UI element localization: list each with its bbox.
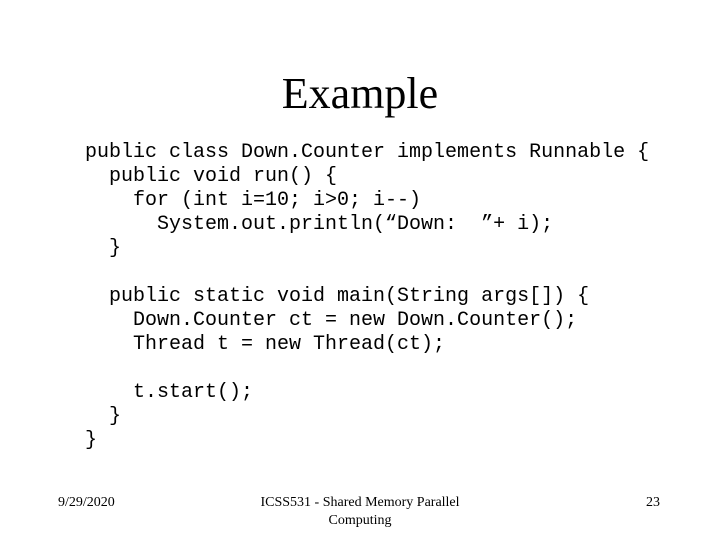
slide-title: Example bbox=[281, 69, 439, 118]
footer-course-line1: ICSS531 - Shared Memory Parallel bbox=[260, 495, 460, 510]
code-line: Thread t = new Thread(ct); bbox=[85, 333, 446, 356]
code-line: } bbox=[85, 237, 122, 260]
code-block bbox=[85, 141, 649, 453]
footer-date: 9/29/2020 bbox=[58, 495, 115, 510]
code-line bbox=[85, 357, 649, 381]
code-line: public static void main(String args[]) { bbox=[85, 285, 590, 308]
footer-course-title bbox=[250, 494, 470, 530]
code-line: t.start(); bbox=[85, 381, 254, 404]
code-line: public class Down.Counter implements Runnable { bbox=[85, 141, 650, 164]
code-line: public void run() { bbox=[85, 165, 338, 188]
code-line: } bbox=[85, 405, 122, 428]
code-line bbox=[85, 261, 649, 285]
code-line: Down.Counter ct = new Down.Counter(); bbox=[85, 309, 578, 332]
code-line: for (int i=10; i>0; i--) bbox=[85, 189, 422, 212]
footer-page-number: 23 bbox=[646, 495, 660, 510]
code-line: System.out.println(“Down: ”+ i); bbox=[85, 213, 554, 236]
code-line: } bbox=[85, 429, 98, 452]
footer-course-line2: Computing bbox=[328, 513, 392, 528]
